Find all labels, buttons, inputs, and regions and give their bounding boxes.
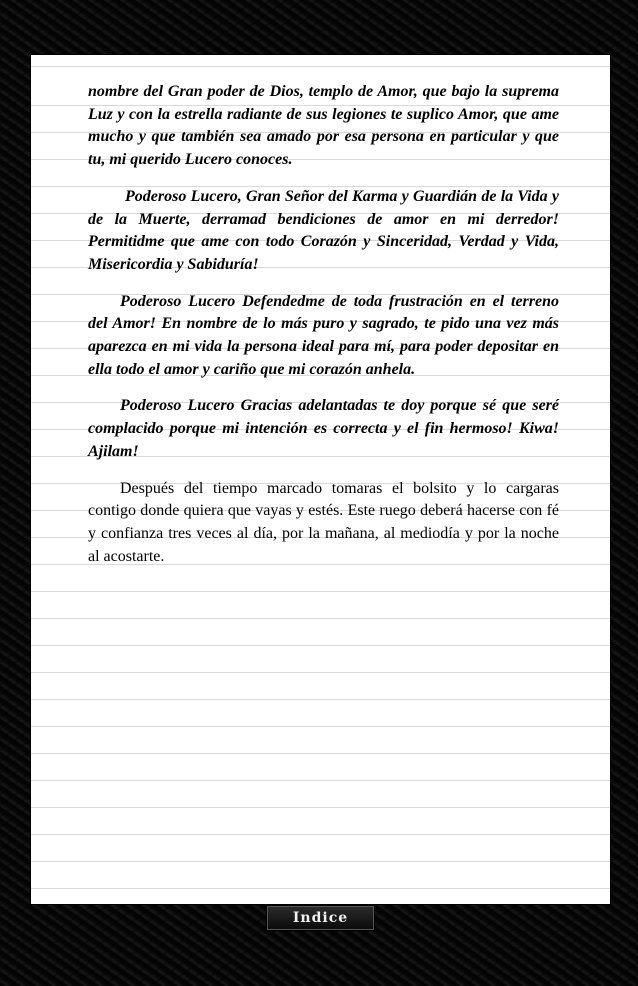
paragraph-3: Poderoso Lucero Defendedme de toda frustración en el terreno del Amor! En nombre de lo más puro y sagrado, te pido una vez más aparezca en mi vida la persona ideal para mí, para poder depositar en ella todo el amor y cariño que mi corazón anhela.	[88, 292, 559, 378]
document-body	[88, 81, 559, 582]
paragraph-2: Poderoso Lucero, Gran Señor del Karma y Guardián de la Vida y de la Muerte, derramad bendiciones de amor en mi derredor! Permitidme que ame con todo Corazón y Sinceridad, Verdad y Vida, Misericordia y Sabiduría!	[88, 187, 559, 273]
paragraph-1: nombre del Gran poder de Dios, templo de Amor, que bajo la suprema Luz y con la estrella radiante de sus legiones te suplico Amor, que ame mucho y que también sea amado por esa persona en particular y que tu, mi querido Lucero conoces.	[88, 83, 559, 169]
paragraph-4: Poderoso Lucero Gracias adelantadas te doy porque sé que seré complacido porque mi intención es correcta y el fin hermoso! Kiwa! Ajilam!	[88, 397, 559, 460]
document-page	[31, 55, 610, 904]
paragraph-5: Después del tiempo marcado tomaras el bolsito y lo cargaras contigo donde quiera que vayas y estés. Este ruego deberá hacerse con fé y confianza tres veces al día, por la mañana, al mediodía y por la noche al acostarte.	[88, 479, 559, 565]
index-button[interactable]: Indice	[266, 905, 375, 931]
